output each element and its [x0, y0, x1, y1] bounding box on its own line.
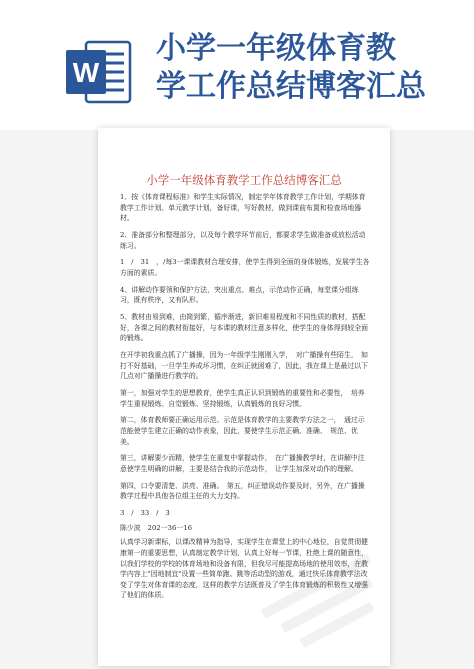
document-page	[98, 128, 390, 666]
paragraph-10: 第四，口令要清楚、洪亮、准确。 第五，纠正错误动作要及时，另外，在广播操教学过程中具他各位组主任的大力支持。	[120, 481, 365, 501]
paragraph-5: 5、教材由易到难，由简到繁，循序渐进，新旧难易程度和不同性质的教材，搭配好，各课之间的教材衔接好，与本课的教材注意多样化，使学生的身体得到较全面的锻炼。	[120, 313, 369, 343]
document-body	[120, 192, 370, 607]
cover-title-line-2: 学工作总结博客汇总	[156, 69, 426, 104]
paragraph-9: 第三，讲解要少而精，使学生在重复中掌握动作， 在广播操教学时，在讲解中注意使学生明确的讲解，主要是结合我的示范动作， 让学生加深对动作的理解。	[120, 454, 365, 473]
paragraph-6: 在开学初我重点抓了广播操，因为一年级学生刚刚入学， 对广播操有些陌生， 如打不好基础，一旦学生养成坏习惯，在纠正就困难了，因此，我在课上是最过以下几点对广播操进行教学的。	[120, 351, 369, 381]
paragraph-3: 1 / 31 ，/每3一课课教材合理安排，使学生得到全面的身体锻炼，发展学生各方面的素质。	[120, 258, 370, 277]
page-number-line: 3 / 33 / 3	[120, 509, 170, 518]
word-icon-letter: W	[72, 57, 100, 88]
word-document-icon	[66, 40, 132, 104]
paragraph-2: 2、准备部分和整理部分，以及每个教学环节前后，都要求学生做准备或放松活动练习。	[120, 230, 366, 250]
paragraph-8: 第二，体育教师要正确运用示范。示范是体育教学的主要教学方法之一， 通过示范能使学生建立正确的动作表象，因此，要使学生示范正确、准确、 规范、优美。	[120, 416, 365, 446]
paragraph-7: 第一，加强对学生的思想教育，使学生真正认识到锻炼的重要性和必要性， 培养学生重视锻炼、自觉锻炼、坚持锻炼，认真锻炼的良好习惯。	[120, 389, 365, 408]
cover-header	[0, 0, 474, 130]
author-date-line: 陈少波 202一36一16	[120, 523, 193, 532]
cover-title-line-1: 小学一年级体育教	[156, 31, 396, 66]
paragraph-4: 4、讲解动作要领和保护方法，突出重点、难点，示范动作正确，每堂课分组练习，既有秩序，又有队形。	[120, 285, 359, 305]
document-title: 小学一年级体育教学工作总结博客汇总	[146, 173, 342, 187]
paragraph-1: 1、按《体育课程标准》和学生实际情况，制定学年体育教学工作计划、学期体育教学工作计划、单元教学计划，备好课，写好教材，做到课前布置和检查场地器材。	[120, 193, 366, 223]
paragraph-13: 认真学习新课标，以课改精神为指导，实现学生在课堂上的中心地位，自觉贯彻健康第一的重要思想，认真制定教学计划，认真上好每一节课，杜绝上课的随意性，以我们学校的学校的体育场地和设备有限，但我尽可能提高场地的使用效率，在教学内容上"因地制宜"设置一些简单跑、跳等活动型的游戏，通过快乐体育教学法改变了学生对体育课的态度，这样的教学方法既普及了学生体育锻炼的积极性又增强了他们的体质。	[120, 538, 369, 600]
cover-title	[156, 30, 456, 106]
